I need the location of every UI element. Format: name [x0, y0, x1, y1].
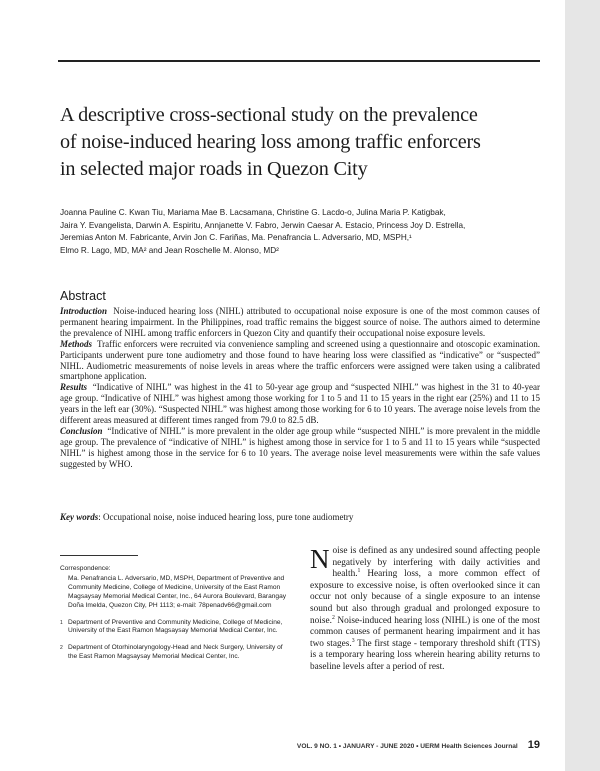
page-number: 19 [527, 739, 540, 751]
author-line: Jaira Y. Evangelista, Darwin A. Espiritu, Annjanette V. Fabro, Jerwin Caesar A. Estacio, Princess Joy D. Estrella, [60, 220, 466, 230]
body-text: Hearing loss, a more common effect of exposure to excessive noise, is often overlooked since it can occur not only because of a single exposure to an intense sound but also through gradual and prolonged exposure to noise. [310, 569, 540, 626]
keywords [60, 512, 540, 523]
intro-paragraph [310, 546, 540, 674]
author-line: Elmo R. Lago, MD, MA² and Jean Roschelle M. Alonso, MD² [60, 245, 279, 255]
title-line: of noise-induced hearing loss among traffic enforcers [60, 131, 481, 153]
top-rule [58, 60, 540, 62]
section-text: Traffic enforcers were recruited via convenience sampling and screened using a questionnaire and otoscopic examination. Participants underwent pure tone audiometry and those found to have hearing loss were classified as “indicative” or “suspected” NIHL. Audiometric measurements of noise levels in areas where the traffic enforcers were assigned were taken using a calibrated smartphone application. [60, 338, 540, 382]
keywords-label: Key words [60, 512, 99, 522]
section-text: Noise-induced hearing loss (NIHL) attributed to occupational noise exposure is one of the most common causes of permanent hearing impairment. In the Philippines, road traffic remains the biggest source of noise. The authors aimed to determine the prevalence of NIHL among traffic enforcers in Quezon City and quantify their occupational noise exposure levels. [60, 306, 541, 338]
section-label: Introduction [60, 306, 108, 316]
citation-ref: 3 [351, 637, 355, 644]
abstract-introduction [60, 306, 540, 339]
author-list [60, 207, 550, 257]
footnote-rule [60, 555, 138, 556]
citation-ref: 2 [331, 614, 335, 621]
article-title [60, 102, 560, 183]
abstract-body [60, 306, 540, 470]
footnote-number: 2 [60, 645, 63, 652]
section-label: Methods [60, 338, 93, 349]
abstract-heading: Abstract [60, 289, 106, 303]
correspondence-text: Ma. Penafrancia L. Adversario, MD, MSPH, Department of Preventive and Community Medicine, College of Medicine, University of the East Ramon Magsaysay Memorial Medical Center, Inc., 64 Aurora Boulevard, Barangay Doña Imelda, Quezon City, PH 1113; e-mail: 78penadv66@gmail.com [68, 574, 287, 609]
body-text: oise is defined as any undesired sound affecting people negatively by interfering with daily activities and health. [332, 546, 540, 580]
footnote-number: 1 [60, 619, 63, 626]
abstract-results [60, 382, 540, 426]
footnote-item [60, 619, 292, 637]
correspondence-label: Correspondence: [60, 565, 111, 572]
body-text: The first stage - temporary threshold shift (TTS) is a temporary hearing loss wherein hearing ability returns to baseline levels after a period of rest. [310, 638, 540, 672]
author-line: Jeremias Anton M. Fabricante, Arvin Jon C. Fariñas, Ma. Penafrancia L. Adversario, MD, MSPH,¹ [60, 233, 412, 243]
author-line: Joanna Pauline C. Kwan Tiu, Mariama Mae B. Lacsamana, Christine G. Lacdo-o, Julina Maria P. Katigbak, [60, 208, 446, 217]
footnote-text: Department of Otorhinolaryngology-Head and Neck Surgery, University of the East Ramon Magsaysay Memorial Medical Center, Inc. [68, 644, 283, 661]
citation-ref: 1 [357, 568, 361, 575]
section-text: “Indicative of NIHL” is more prevalent in the older age group while “suspected NIHL” is more prevalent in the middle age group. The prevalence of “indicative of NIHL” is highest among those in service for 1 to 5 and 11 to 15 years while “suspected NIHL” is highest among those in the service for 6 to 10 years. The average noise level measurements were within the safe values suggested by WHO. [60, 425, 540, 469]
abstract-conclusion [60, 426, 540, 470]
side-margin-band [565, 0, 600, 771]
footnote-item [60, 644, 292, 662]
title-line: in selected major roads in Quezon City [60, 158, 368, 180]
drop-cap: N [310, 544, 330, 574]
section-label: Conclusion [60, 425, 103, 436]
body-text: Noise-induced hearing loss (NIHL) is one of the most common causes of permanent hearing impairment and it has two stages. [310, 615, 540, 649]
title-line: A descriptive cross-sectional study on the prevalence [60, 104, 478, 126]
intro-body-column [310, 546, 540, 674]
abstract-methods [60, 339, 540, 383]
section-text: “Indicative of NIHL” was highest in the 41 to 50-year age group and “suspected NIHL” was highest in the 31 to 40-year age group. “Indicative of NIHL” was highest among those working for 1 to 5 and 11 to 15 years in the right ear (25%) and 11 to 15 years in the left ear (30%). “Suspected NIHL” was highest among those working for 6 to 10 years. The average noise levels from the different areas measured at different times ranged from 79.0 to 82.5 dB. [60, 382, 540, 426]
footnote-text: Department of Preventive and Community Medicine, College of Medicine, University of the East Ramon Magsaysay Memorial Medical Center, Inc. [68, 618, 283, 635]
keywords-text: : Occupational noise, noise induced hearing loss, pure tone audiometry [98, 512, 354, 522]
journal-info: VOL. 9 NO. 1 • JANUARY - JUNE 2020 • UERM Health Sciences Journal [296, 743, 518, 750]
section-label: Results [60, 382, 88, 393]
page-footer [296, 739, 540, 751]
footnotes [60, 565, 292, 670]
